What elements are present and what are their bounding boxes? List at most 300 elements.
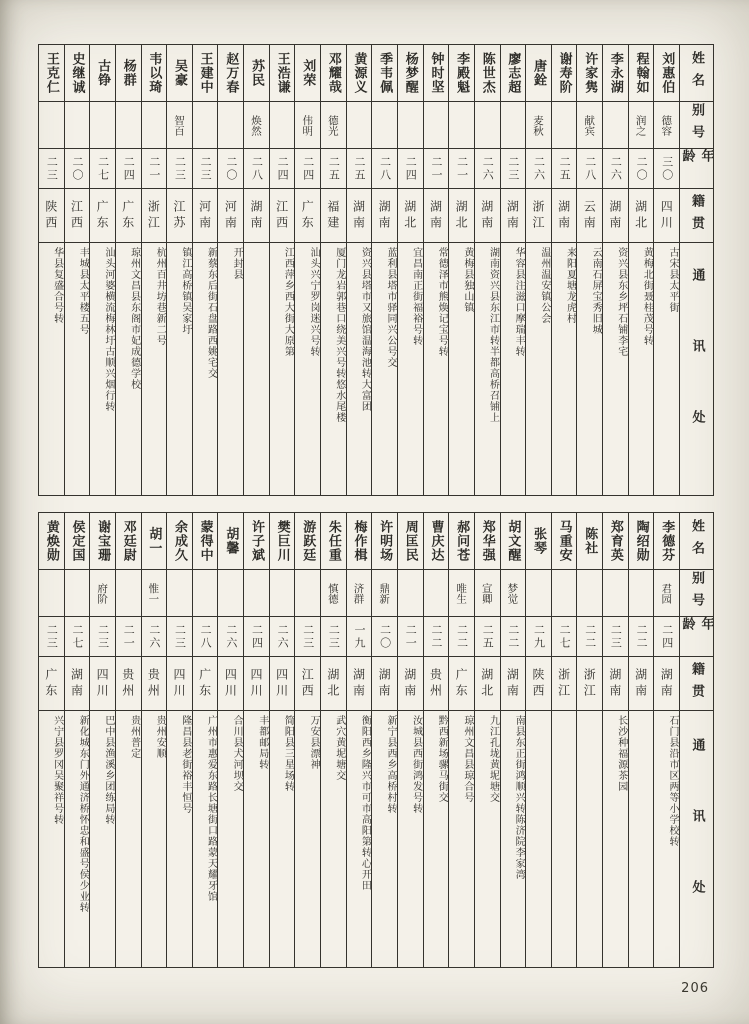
person-name: 张琴 bbox=[531, 527, 546, 555]
person-name: 李德芬 bbox=[659, 520, 675, 562]
person-alias bbox=[552, 101, 577, 148]
person-alias bbox=[603, 569, 628, 616]
person-origin: 湖南 bbox=[424, 188, 449, 242]
person-alias: 献宾 bbox=[577, 101, 602, 148]
person-age: 二〇 bbox=[372, 616, 397, 656]
person-address: 琼州文昌县东阁市妃成德学校 bbox=[116, 242, 141, 495]
person-age: 二七 bbox=[65, 616, 90, 656]
person-age: 二三 bbox=[295, 616, 320, 656]
person-age: 二一 bbox=[142, 148, 167, 188]
person-address: 隆昌县老街裕丰恒号 bbox=[167, 710, 192, 967]
person-alias bbox=[577, 569, 602, 616]
person-origin: 四川 bbox=[218, 656, 243, 710]
person-alias: 德光 bbox=[321, 101, 346, 148]
person-origin: 湖南 bbox=[629, 656, 654, 710]
person-alias bbox=[193, 101, 218, 148]
person-name: 吴豪 bbox=[172, 59, 188, 87]
person-origin: 湖南 bbox=[65, 656, 90, 710]
person-origin: 贵州 bbox=[142, 656, 167, 710]
person-name: 廖志超 bbox=[505, 52, 521, 94]
person-alias bbox=[295, 569, 320, 616]
page-number: 206 bbox=[681, 981, 709, 996]
person-address: 简阳县三星场转 bbox=[270, 710, 295, 967]
person-name: 程翰如 bbox=[633, 52, 649, 94]
header-address-label: 通讯处 bbox=[680, 710, 713, 967]
person-alias: 润之 bbox=[629, 101, 654, 148]
person-column bbox=[64, 45, 90, 495]
person-name: 陈世杰 bbox=[479, 52, 495, 94]
person-age: 二八 bbox=[193, 616, 218, 656]
person-address: 贵州普定 bbox=[116, 710, 141, 967]
person-age: 二三 bbox=[193, 148, 218, 188]
person-age: 二六 bbox=[142, 616, 167, 656]
person-name: 蒙得中 bbox=[197, 520, 213, 562]
person-name: 王浩谦 bbox=[274, 52, 290, 94]
header-age-label: 年龄 bbox=[680, 616, 713, 656]
person-age: 二五 bbox=[475, 616, 500, 656]
person-age: 二三 bbox=[167, 148, 192, 188]
person-address: 万安县漂神 bbox=[295, 710, 320, 967]
person-age: 二六 bbox=[526, 148, 551, 188]
person-address: 杭州百井坊巷新二号 bbox=[142, 242, 167, 495]
person-address: 汕头兴宁罗岗迷兴号转 bbox=[295, 242, 320, 495]
person-origin: 四川 bbox=[654, 188, 679, 242]
person-name: 余成久 bbox=[172, 520, 188, 562]
person-column bbox=[525, 513, 551, 967]
person-age: 二二 bbox=[577, 616, 602, 656]
person-name: 王建中 bbox=[197, 52, 213, 94]
person-address: 湖南资兴县东江市转半都高桥召铺上 bbox=[475, 242, 500, 495]
person-name: 李永湖 bbox=[607, 52, 623, 94]
person-age: 二四 bbox=[116, 148, 141, 188]
person-alias bbox=[526, 569, 551, 616]
person-name: 杨梦醒 bbox=[402, 52, 418, 94]
person-name: 郑育英 bbox=[607, 520, 623, 562]
person-column bbox=[89, 513, 115, 967]
person-address: 古宋县太平街 bbox=[654, 242, 679, 495]
person-address: 琼州文昌县琼合号 bbox=[449, 710, 474, 967]
person-column bbox=[628, 513, 654, 967]
person-address: 汝城县西街鸿发号转 bbox=[398, 710, 423, 967]
person-age: 二八 bbox=[244, 148, 269, 188]
person-column bbox=[166, 513, 192, 967]
person-age: 二〇 bbox=[65, 148, 90, 188]
person-alias bbox=[39, 101, 64, 148]
person-origin: 湖南 bbox=[501, 188, 526, 242]
person-name: 胡文醒 bbox=[505, 520, 521, 562]
person-age: 二三 bbox=[90, 616, 115, 656]
person-alias bbox=[270, 101, 295, 148]
person-origin: 广东 bbox=[449, 656, 474, 710]
person-name: 游跃廷 bbox=[300, 520, 316, 562]
person-origin: 江西 bbox=[65, 188, 90, 242]
person-age: 二〇 bbox=[218, 148, 243, 188]
person-alias: 麦秋 bbox=[526, 101, 551, 148]
person-address: 黄梅县独山镇 bbox=[449, 242, 474, 495]
person-alias: 伟明 bbox=[295, 101, 320, 148]
person-age: 二三 bbox=[321, 616, 346, 656]
person-column bbox=[243, 45, 269, 495]
person-address: 华县复盛合号转 bbox=[39, 242, 64, 495]
person-alias: 焕然 bbox=[244, 101, 269, 148]
person-address: 黔西新场骡马街交 bbox=[424, 710, 449, 967]
person-address: 江西萍乡西大街大原第 bbox=[270, 242, 295, 495]
person-column bbox=[423, 45, 449, 495]
person-alias bbox=[142, 101, 167, 148]
person-origin: 湖南 bbox=[552, 188, 577, 242]
person-age: 二二 bbox=[449, 616, 474, 656]
person-column bbox=[166, 45, 192, 495]
person-age: 二二 bbox=[629, 616, 654, 656]
person-address: 武穴黄坭塘交 bbox=[321, 710, 346, 967]
person-alias: 君园 bbox=[654, 569, 679, 616]
person-name: 唐銓 bbox=[531, 59, 546, 87]
person-origin: 江西 bbox=[295, 656, 320, 710]
person-alias bbox=[629, 569, 654, 616]
person-origin: 湖南 bbox=[603, 656, 628, 710]
person-age: 二五 bbox=[321, 148, 346, 188]
person-address: 长沙种福源茶园 bbox=[603, 710, 628, 967]
person-origin: 湖北 bbox=[629, 188, 654, 242]
person-age: 二九 bbox=[526, 616, 551, 656]
person-alias: 惟一 bbox=[142, 569, 167, 616]
person-column bbox=[423, 513, 449, 967]
person-age: 二六 bbox=[475, 148, 500, 188]
person-column bbox=[141, 45, 167, 495]
person-age: 二一 bbox=[398, 616, 423, 656]
person-age: 二〇 bbox=[629, 148, 654, 188]
person-name: 苏民 bbox=[248, 59, 264, 87]
person-column bbox=[39, 513, 64, 967]
person-address: 资兴县塔市又旅馆温海池转大富团 bbox=[347, 242, 372, 495]
person-column bbox=[243, 513, 269, 967]
person-address: 新化城东门外通济桥怀忠和盛号侯少业转 bbox=[65, 710, 90, 967]
person-alias bbox=[424, 101, 449, 148]
person-origin: 广东 bbox=[116, 188, 141, 242]
person-column bbox=[217, 513, 243, 967]
person-alias: 慎德 bbox=[321, 569, 346, 616]
person-origin: 湖南 bbox=[654, 656, 679, 710]
person-column bbox=[448, 513, 474, 967]
person-age: 二三 bbox=[603, 616, 628, 656]
person-alias bbox=[347, 101, 372, 148]
person-age: 二六 bbox=[603, 148, 628, 188]
person-alias bbox=[475, 101, 500, 148]
person-name: 黄源义 bbox=[351, 52, 367, 94]
person-age: 二四 bbox=[295, 148, 320, 188]
header-age-label: 年龄 bbox=[680, 148, 713, 188]
person-origin: 湖北 bbox=[449, 188, 474, 242]
person-alias: 智百 bbox=[167, 101, 192, 148]
person-alias bbox=[39, 569, 64, 616]
person-address: 汕头河婆横流梅林圩古顺兴烟行转 bbox=[90, 242, 115, 495]
person-alias: 宣卿 bbox=[475, 569, 500, 616]
person-alias bbox=[501, 101, 526, 148]
person-alias bbox=[372, 101, 397, 148]
person-alias: 梦觉 bbox=[501, 569, 526, 616]
person-alias bbox=[270, 569, 295, 616]
header-alias-label: 别号 bbox=[680, 101, 713, 148]
person-origin: 湖南 bbox=[398, 656, 423, 710]
person-column bbox=[115, 45, 141, 495]
person-name: 史继诚 bbox=[69, 52, 85, 94]
header-origin-label: 籍贯 bbox=[680, 188, 713, 242]
person-column bbox=[500, 513, 526, 967]
person-column bbox=[39, 45, 64, 495]
person-origin: 贵州 bbox=[424, 656, 449, 710]
person-column bbox=[192, 45, 218, 495]
person-name: 黄焕勋 bbox=[43, 520, 59, 562]
person-column bbox=[500, 45, 526, 495]
person-address: 宜昌南正街福裕号转 bbox=[398, 242, 423, 495]
person-address bbox=[526, 710, 551, 967]
person-age: 二六 bbox=[270, 616, 295, 656]
person-age: 二八 bbox=[372, 148, 397, 188]
person-address: 贵州安顺 bbox=[142, 710, 167, 967]
header-address-label: 通讯处 bbox=[680, 242, 713, 495]
person-name: 梅作楫 bbox=[351, 520, 367, 562]
person-column bbox=[371, 513, 397, 967]
person-address: 来阳夏塘龙虎村 bbox=[552, 242, 577, 495]
person-origin: 湖南 bbox=[347, 656, 372, 710]
person-name: 许明场 bbox=[377, 520, 393, 562]
person-column bbox=[653, 45, 679, 495]
person-age: 二四 bbox=[270, 148, 295, 188]
person-origin: 河南 bbox=[193, 188, 218, 242]
person-column bbox=[474, 513, 500, 967]
person-age: 二一 bbox=[449, 148, 474, 188]
person-name: 曹庆达 bbox=[428, 520, 444, 562]
person-name: 韦以琦 bbox=[146, 52, 162, 94]
person-origin: 四川 bbox=[167, 656, 192, 710]
person-alias: 济群 bbox=[347, 569, 372, 616]
person-origin: 广东 bbox=[295, 188, 320, 242]
person-address bbox=[577, 710, 602, 967]
person-age: 二八 bbox=[577, 148, 602, 188]
person-column bbox=[602, 513, 628, 967]
person-column bbox=[397, 513, 423, 967]
person-name: 赵万春 bbox=[223, 52, 239, 94]
person-column bbox=[64, 513, 90, 967]
person-alias bbox=[218, 101, 243, 148]
person-alias bbox=[449, 101, 474, 148]
person-age: 一九 bbox=[347, 616, 372, 656]
person-origin: 浙江 bbox=[142, 188, 167, 242]
person-address: 云南石屏宝秀旧城 bbox=[577, 242, 602, 495]
header-column bbox=[679, 513, 713, 967]
person-address: 华容县注滋口摩瑞丰转 bbox=[501, 242, 526, 495]
person-age: 二二 bbox=[501, 616, 526, 656]
person-column bbox=[320, 45, 346, 495]
person-column bbox=[217, 45, 243, 495]
person-origin: 湖南 bbox=[347, 188, 372, 242]
person-origin: 陕西 bbox=[526, 656, 551, 710]
person-age: 二三 bbox=[39, 616, 64, 656]
person-age: 二七 bbox=[552, 616, 577, 656]
person-name: 谢宝珊 bbox=[95, 520, 111, 562]
person-name: 刘惠伯 bbox=[659, 52, 675, 94]
person-address: 温州温安镇公会 bbox=[526, 242, 551, 495]
person-origin: 湖南 bbox=[501, 656, 526, 710]
person-name: 钟时坚 bbox=[428, 52, 444, 94]
person-name: 王克仁 bbox=[43, 52, 59, 94]
person-origin: 广东 bbox=[90, 188, 115, 242]
person-address: 衡阳西乡隆兴市可市高阳第转心开田 bbox=[347, 710, 372, 967]
person-origin: 云南 bbox=[577, 188, 602, 242]
person-name: 郝问苍 bbox=[454, 520, 470, 562]
person-address bbox=[244, 242, 269, 495]
person-origin: 江西 bbox=[270, 188, 295, 242]
person-alias bbox=[193, 569, 218, 616]
person-column bbox=[602, 45, 628, 495]
person-address: 常德泽市熊焕记宝号转 bbox=[424, 242, 449, 495]
header-origin-label: 籍贯 bbox=[680, 656, 713, 710]
person-address: 巴中县渔溪乡团练局转 bbox=[90, 710, 115, 967]
person-origin: 陕西 bbox=[39, 188, 64, 242]
person-name: 杨群 bbox=[120, 59, 136, 87]
person-column bbox=[294, 513, 320, 967]
person-age: 二六 bbox=[218, 616, 243, 656]
person-origin: 四川 bbox=[90, 656, 115, 710]
person-address: 厦门龙岩郭巷口绕美兴号转悠水尾楼 bbox=[321, 242, 346, 495]
person-alias: 德容 bbox=[654, 101, 679, 148]
person-address: 南县东正街鸿顺兴转陈济院李家湾 bbox=[501, 710, 526, 967]
person-name: 陈社 bbox=[582, 527, 598, 555]
person-age: 二一 bbox=[116, 616, 141, 656]
person-column bbox=[89, 45, 115, 495]
person-column bbox=[141, 513, 167, 967]
person-column bbox=[269, 513, 295, 967]
person-name: 朱任重 bbox=[325, 520, 341, 562]
person-alias bbox=[116, 101, 141, 148]
person-alias bbox=[116, 569, 141, 616]
person-alias bbox=[398, 569, 423, 616]
person-origin: 湖南 bbox=[244, 188, 269, 242]
header-alias-label: 别号 bbox=[680, 569, 713, 616]
person-name: 李殿魁 bbox=[454, 52, 470, 94]
person-age: 三〇 bbox=[654, 148, 679, 188]
person-age: 二三 bbox=[501, 148, 526, 188]
person-address: 九江孔垅黄坭塘交 bbox=[475, 710, 500, 967]
person-alias bbox=[167, 569, 192, 616]
person-origin: 湖南 bbox=[475, 188, 500, 242]
person-address: 兴宁县罗冈吴聚祥号转 bbox=[39, 710, 64, 967]
person-address bbox=[552, 710, 577, 967]
header-column bbox=[679, 45, 713, 495]
person-column bbox=[448, 45, 474, 495]
person-name: 许家隽 bbox=[582, 52, 598, 94]
person-alias bbox=[552, 569, 577, 616]
person-column bbox=[628, 45, 654, 495]
person-origin: 河南 bbox=[218, 188, 243, 242]
person-column bbox=[346, 45, 372, 495]
person-origin: 四川 bbox=[270, 656, 295, 710]
person-origin: 贵州 bbox=[116, 656, 141, 710]
person-address: 新宁县西乡高桥村转 bbox=[372, 710, 397, 967]
person-name: 胡馨 bbox=[223, 527, 239, 555]
person-alias bbox=[218, 569, 243, 616]
person-column bbox=[397, 45, 423, 495]
person-age: 二四 bbox=[398, 148, 423, 188]
person-address: 黄梅北街聂桂茂号转 bbox=[629, 242, 654, 495]
person-column bbox=[576, 513, 602, 967]
person-age: 二五 bbox=[347, 148, 372, 188]
person-age: 二七 bbox=[90, 148, 115, 188]
person-column bbox=[551, 513, 577, 967]
person-origin: 广东 bbox=[39, 656, 64, 710]
person-address: 丰城县太平楼五号 bbox=[65, 242, 90, 495]
person-origin: 湖南 bbox=[372, 656, 397, 710]
person-origin: 浙江 bbox=[526, 188, 551, 242]
person-alias: 府阶 bbox=[90, 569, 115, 616]
person-address: 蓝利县塔市驿同兴公号交 bbox=[372, 242, 397, 495]
person-column bbox=[294, 45, 320, 495]
header-name-label: 姓名 bbox=[689, 51, 705, 95]
person-address: 石门县沿市区两等小学校转 bbox=[654, 710, 679, 967]
person-column bbox=[474, 45, 500, 495]
person-address: 开封县 bbox=[218, 242, 243, 495]
person-name: 许子斌 bbox=[248, 520, 264, 562]
header-name-label: 姓名 bbox=[689, 519, 705, 563]
person-alias bbox=[65, 101, 90, 148]
person-age: 二四 bbox=[244, 616, 269, 656]
person-age: 二一 bbox=[424, 148, 449, 188]
person-alias bbox=[424, 569, 449, 616]
person-origin: 湖南 bbox=[372, 188, 397, 242]
person-origin: 江苏 bbox=[167, 188, 192, 242]
person-address: 新蔡东后街石盘路西姚宅交 bbox=[193, 242, 218, 495]
person-column bbox=[653, 513, 679, 967]
person-origin: 湖北 bbox=[475, 656, 500, 710]
person-name: 邓廷尉 bbox=[120, 520, 136, 562]
person-origin: 湖北 bbox=[398, 188, 423, 242]
person-column bbox=[192, 513, 218, 967]
person-age: 二四 bbox=[654, 616, 679, 656]
person-name: 季韦佩 bbox=[377, 52, 393, 94]
person-age: 二五 bbox=[552, 148, 577, 188]
person-age: 二三 bbox=[39, 148, 64, 188]
person-name: 郑华强 bbox=[479, 520, 495, 562]
person-origin: 广东 bbox=[193, 656, 218, 710]
person-name: 古铮 bbox=[95, 59, 111, 87]
person-column bbox=[346, 513, 372, 967]
person-column bbox=[525, 45, 551, 495]
person-age: 二二 bbox=[424, 616, 449, 656]
person-alias: 鼎新 bbox=[372, 569, 397, 616]
person-alias bbox=[244, 569, 269, 616]
person-column bbox=[371, 45, 397, 495]
person-name: 刘荣 bbox=[300, 59, 316, 87]
person-address: 丰都邮局转 bbox=[244, 710, 269, 967]
person-origin: 浙江 bbox=[552, 656, 577, 710]
person-origin: 湖南 bbox=[603, 188, 628, 242]
person-address: 合川县犬河坝交 bbox=[218, 710, 243, 967]
roster-table-bottom bbox=[38, 512, 714, 968]
person-column bbox=[269, 45, 295, 495]
person-alias bbox=[603, 101, 628, 148]
person-name: 周匡民 bbox=[402, 520, 418, 562]
person-column bbox=[551, 45, 577, 495]
person-address bbox=[629, 710, 654, 967]
person-name: 陶绍勋 bbox=[633, 520, 649, 562]
person-alias bbox=[65, 569, 90, 616]
person-name: 马重安 bbox=[556, 520, 572, 562]
person-column bbox=[320, 513, 346, 967]
person-origin: 湖北 bbox=[321, 656, 346, 710]
person-alias bbox=[398, 101, 423, 148]
person-column bbox=[115, 513, 141, 967]
person-origin: 四川 bbox=[244, 656, 269, 710]
